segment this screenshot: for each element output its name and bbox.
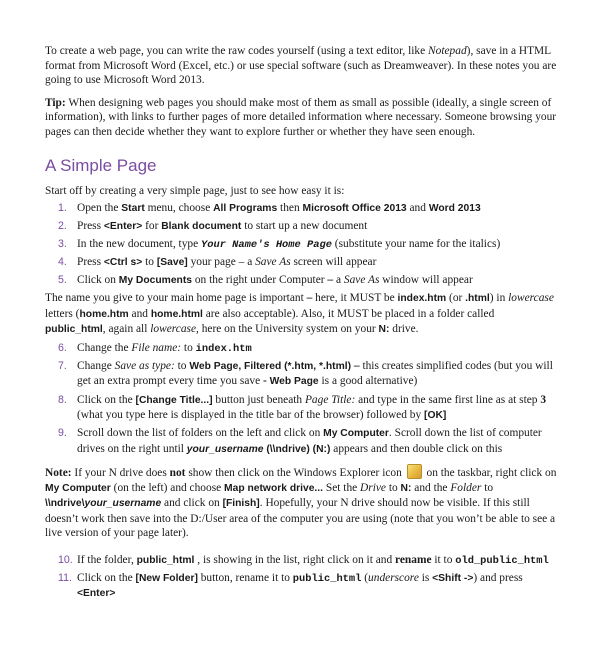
note-paragraph: Note: If your N drive does not show then click on the Windows Explorer icon on the taskbar, right click on My Computer (on the left) and choose Map network drive... Set the Drive to N: and the Folder to \\ndrive\your_username and click on [Finish]. Hopefully, your N drive should now be visible. If this still doesn’t work then save into the D:/User area of the computer you are using (note that you won’t be able to see a live version of your page later). — [45, 464, 557, 541]
intro-paragraph: To create a web page, you can write the raw codes yourself (using a text editor, like Notepad), save in a HTML format from Microsoft Word (Excel, etc.) or use special software (such as Dreamweaver). In these notes you are going to use Microsoft Word 2013. — [45, 45, 557, 86]
step-11: 11. Click on the [New Folder] button, rename it to public_html (underscore is <Shift ->) and press <Enter> — [58, 571, 523, 600]
lead-paragraph: Start off by creating a very simple page, just to see how easy it is: — [45, 185, 345, 197]
windows-explorer-icon — [407, 464, 422, 479]
step-6: 6. Change the File name: to index.htm — [58, 341, 252, 355]
step-5: 5. Click on My Documents on the right under Computer – a Save As window will appear — [58, 273, 473, 286]
step-9: 9. Scroll down the list of folders on the left and click on My Computer. Scroll down the list of computer drives on the right until your_username (\\ndrive) (N:) appears and then double click on this — [58, 427, 542, 455]
step-1: 1. Open the Start menu, choose All Programs then Microsoft Office 2013 and Word 2013 — [58, 201, 481, 214]
section-title: A Simple Page — [45, 156, 157, 175]
step-2: 2. Press <Enter> for Blank document to start up a new document — [58, 219, 368, 232]
note-label: Note: — [45, 467, 72, 480]
step-4: 4. Press <Ctrl s> to [Save] your page – a Save As screen will appear — [58, 255, 377, 268]
steps-list-2 — [45, 341, 600, 457]
step-7: 7. Change Save as type: to Web Page, Filtered (*.htm, *.html) – this creates simplified codes (but you will get an extra prompt every time you save - Web Page is a good alternative) — [58, 359, 553, 388]
step-10: 10. If the folder, public_html , is showing in the list, right click on it and rename it to old_public_html — [58, 553, 549, 567]
step-3: 3. In the new document, type Your Name's Home Page (substitute your name for the italics) — [58, 237, 501, 251]
steps-list-3 — [45, 553, 600, 602]
tip-paragraph: Tip: When designing web pages you should make most of them as small as possible (ideally, a single screen of information), with links to further pages of more detailed information where necessary. Someone browsing your pages can then decide whether they want to explore further or whether they have seen enough. — [45, 96, 557, 138]
naming-paragraph: The name you give to your main home page is important – here, it MUST be index.htm (or .html) in lowercase letters (home.htm and home.html are also acceptable). Also, it MUST be placed in a folder called public_html, again all lowercase, here on the University system on your N: drive. — [45, 292, 554, 336]
step-8: 8. Click on the [Change Title...] button just beneath Page Title: and type in the same first line as at step 3 (what you type here is displayed in the title bar of the browser) followed by [OK] — [58, 393, 547, 422]
tip-label: Tip: — [45, 96, 66, 109]
steps-list-1 — [45, 201, 600, 289]
